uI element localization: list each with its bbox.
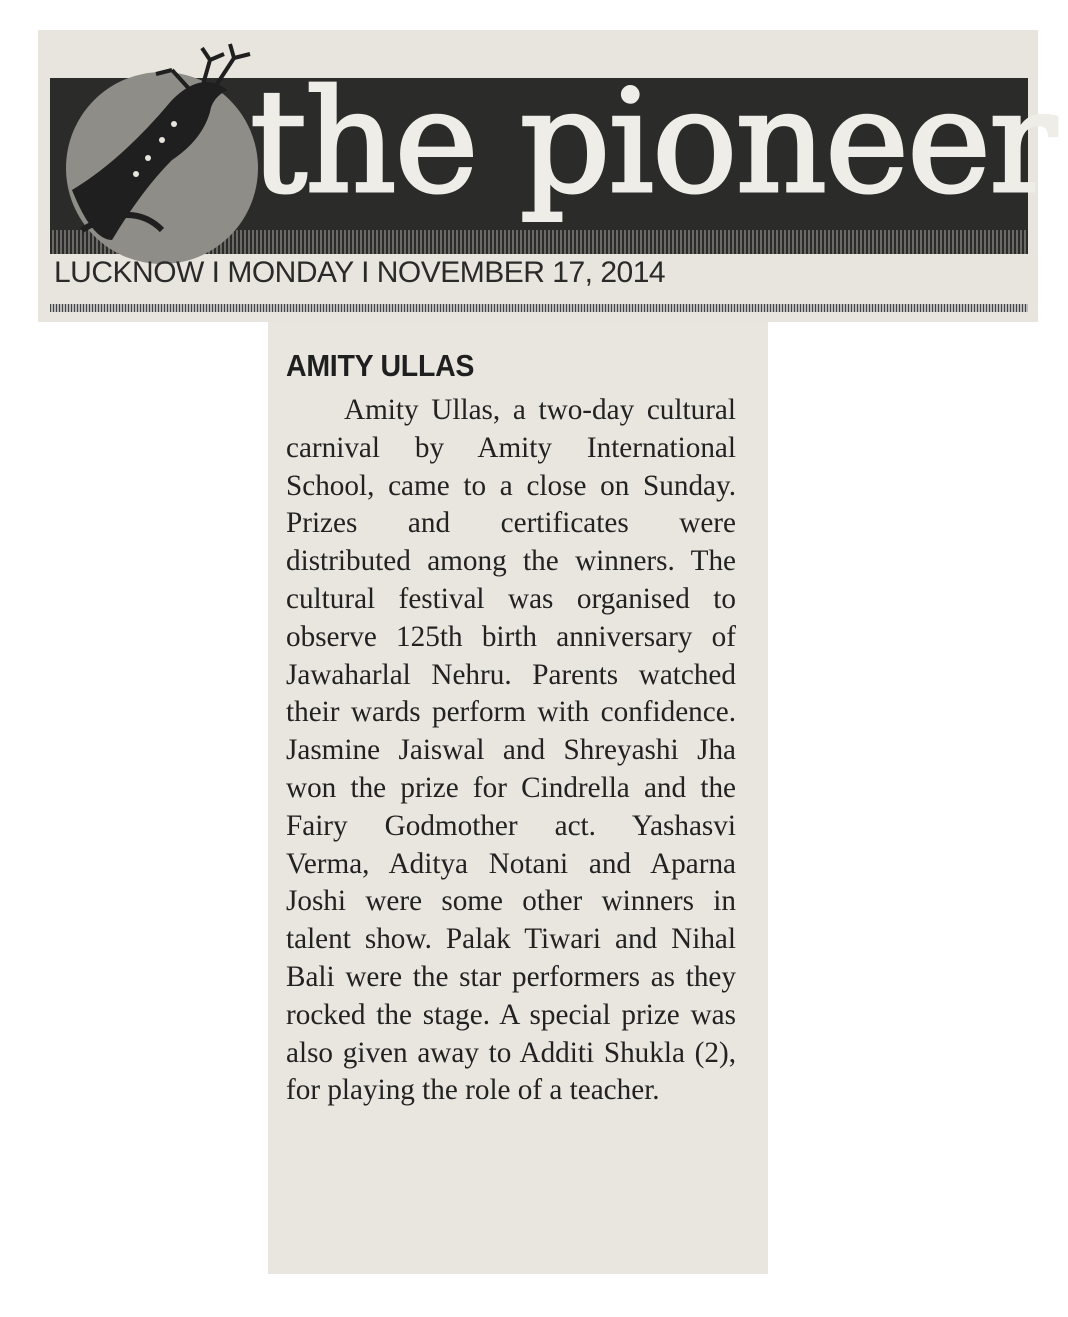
news-article xyxy=(268,322,768,1274)
masthead-dateline: LUCKNOW I MONDAY I NOVEMBER 17, 2014 xyxy=(54,256,666,289)
masthead-brand: the pioneer xyxy=(250,60,1055,225)
article-headline: AMITY ULLAS xyxy=(286,348,475,383)
newspaper-masthead xyxy=(38,30,1055,322)
article-body: Amity Ullas, a two-day cultural carnival by Amity International School, came to a close on Sunday. Prizes and certificates were distributed among the winners. The cultural festival was organised to observe 125th birth anniversary of Jawaharlal Nehru. Parents watched their wards perform with confidence. Jasmine Jaiswal and Shreyashi Jha won the prize for Cindrella and the Fairy Godmother act. Yashasvi Verma, Aditya Notani and Aparna Joshi were some other winners in talent show. Palak Tiwari and Nihal Bali were the star performers as they rocked the stage. A special prize was also given away to Additi Shukla (2), for playing the role of a teacher. xyxy=(286,394,736,1107)
leaping-deer-icon xyxy=(52,40,282,290)
masthead-rule xyxy=(50,304,1028,312)
